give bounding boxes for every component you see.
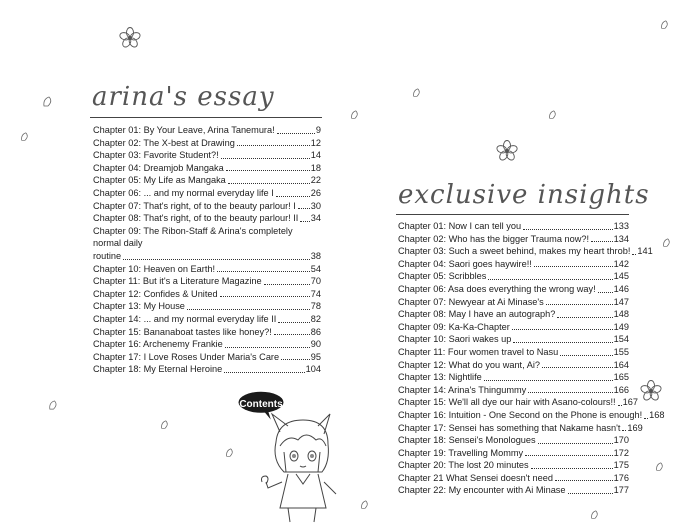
- toc-entry: [398, 283, 629, 296]
- toc-entry: [93, 225, 321, 263]
- toc-dot-leader: [525, 455, 613, 456]
- toc-entry: [93, 338, 321, 351]
- toc-dot-leader: [217, 271, 310, 272]
- toc-entry-title: Chapter 09: Ka-Ka-Chapter: [398, 321, 510, 332]
- petal-icon: [662, 238, 672, 248]
- toc-entry-title: Chapter 13: Nightlife: [398, 372, 482, 383]
- toc-page-number: 141: [637, 246, 653, 257]
- toc-entry-title: Chapter 13: My House: [93, 301, 185, 312]
- toc-page-number: 177: [613, 485, 629, 496]
- toc-entry-title: Chapter 10: Heaven on Earth!: [93, 263, 216, 274]
- toc-page-number: 145: [613, 271, 629, 282]
- essay-section-title: arina's essay: [92, 82, 275, 112]
- toc-page-number: 176: [613, 472, 629, 483]
- toc-dot-leader: [220, 296, 310, 297]
- toc-page-number: 149: [613, 321, 629, 332]
- petal-icon: [360, 500, 370, 510]
- toc-page-number: 26: [310, 187, 321, 198]
- chibi-girl-icon: [258, 412, 348, 527]
- toc-entry: [93, 137, 321, 150]
- toc-entry-title: Chapter 17: I Love Roses Under Maria's Care: [93, 351, 280, 362]
- toc-entry-title: Chapter 15: We'll all dye our hair with Asano-colours!!: [398, 397, 616, 408]
- toc-dot-leader: [237, 145, 310, 146]
- toc-page-number: 12: [310, 137, 321, 148]
- insights-section-title: exclusive insights: [398, 180, 650, 210]
- toc-entry: [93, 300, 321, 313]
- toc-entry: [93, 174, 321, 187]
- toc-entry: [398, 233, 629, 246]
- petal-icon: [660, 20, 670, 30]
- toc-entry-title: Chapter 07: Newyear at Ai Minase's: [398, 296, 544, 307]
- toc-dot-leader: [484, 380, 613, 381]
- toc-entry-title: Chapter 01: By Your Leave, Arina Tanemura!: [93, 125, 275, 135]
- toc-entry: [93, 162, 321, 175]
- toc-entry: [398, 371, 629, 384]
- toc-entry: [93, 149, 321, 162]
- toc-dot-leader: [488, 279, 612, 280]
- toc-entry: [398, 296, 629, 309]
- toc-dot-leader: [225, 347, 310, 348]
- toc-entry-title: Chapter 03: Such a sweet behind, makes my heart throb!: [398, 246, 631, 257]
- toc-dot-leader: [226, 170, 310, 171]
- toc-entry: [93, 124, 321, 137]
- petal-icon: [160, 420, 170, 430]
- toc-entry-title: Chapter 12: Confides & United: [93, 288, 218, 299]
- toc-page-number: 168: [649, 409, 665, 420]
- essay-toc-list: [93, 124, 321, 376]
- toc-entry: [398, 472, 629, 485]
- toc-entry: [398, 384, 629, 397]
- toc-entry-title: Chapter 01: Now I can tell you: [398, 221, 522, 231]
- toc-entry-title: Chapter 16: Archenemy Frankie: [93, 339, 223, 350]
- toc-entry-title: Chapter 15: Bananaboat tastes like honey?!: [93, 326, 272, 337]
- toc-entry: [93, 212, 321, 225]
- toc-entry: [93, 313, 321, 326]
- toc-entry-title: Chapter 11: Four women travel to Nasu: [398, 346, 559, 357]
- petal-icon: [350, 110, 360, 120]
- toc-entry: [398, 434, 629, 447]
- toc-entry: [398, 459, 629, 472]
- toc-entry: [93, 326, 321, 339]
- toc-entry-title: Chapter 10: Saori wakes up: [398, 334, 512, 345]
- toc-entry-title: Chapter 08: May I have an autograph?: [398, 309, 556, 320]
- toc-dot-leader: [542, 367, 613, 368]
- petal-icon: [42, 96, 54, 108]
- flower-icon: [119, 27, 141, 49]
- toc-entry-title: Chapter 02: The X-best at Drawing: [93, 137, 235, 148]
- toc-entry-title: Chapter 20: The lost 20 minutes: [398, 460, 529, 471]
- petal-icon: [548, 110, 558, 120]
- toc-page-number: 165: [613, 372, 629, 383]
- toc-dot-leader: [534, 266, 613, 267]
- toc-entry-title: Chapter 14: ... and my normal everyday life II: [93, 313, 277, 324]
- petal-icon: [412, 88, 422, 98]
- toc-dot-leader: [560, 355, 612, 356]
- petal-icon: [590, 510, 600, 520]
- toc-entry: [93, 187, 321, 200]
- toc-dot-leader: [622, 430, 626, 431]
- toc-page-number: 169: [627, 422, 643, 433]
- toc-dot-leader: [281, 359, 310, 360]
- toc-page-number: 133: [613, 221, 629, 231]
- toc-dot-leader: [528, 392, 612, 393]
- toc-entry: [398, 409, 665, 422]
- toc-dot-leader: [187, 309, 310, 310]
- toc-entry-title: Chapter 14: Arina's Thingummy: [398, 384, 527, 395]
- toc-entry: [398, 422, 643, 435]
- insights-title-underline: [396, 214, 629, 215]
- toc-entry: [398, 333, 629, 346]
- toc-page-number: 82: [310, 313, 321, 324]
- toc-dot-leader: [598, 292, 613, 293]
- toc-dot-leader: [276, 196, 310, 197]
- flower-icon: [640, 380, 662, 402]
- toc-entry: [398, 258, 629, 271]
- toc-page-number: 164: [613, 359, 629, 370]
- toc-page-number: 9: [315, 125, 321, 135]
- toc-dot-leader: [568, 493, 613, 494]
- toc-entry-title: Chapter 12: What do you want, Ai?: [398, 359, 540, 370]
- toc-entry: [398, 220, 629, 233]
- toc-dot-leader: [228, 183, 310, 184]
- toc-dot-leader: [632, 254, 636, 255]
- toc-page-number: 134: [613, 233, 629, 244]
- toc-dot-leader: [277, 133, 315, 134]
- toc-entry-title: Chapter 17: Sensei has something that Nakame hasn't: [398, 422, 621, 433]
- toc-page-number: 167: [622, 397, 638, 408]
- toc-entry: [93, 288, 321, 301]
- toc-dot-leader: [224, 372, 304, 373]
- toc-entry: [93, 275, 321, 288]
- toc-page-number: 148: [613, 309, 629, 320]
- toc-page-number: 170: [613, 435, 629, 446]
- toc-page-number: 18: [310, 162, 321, 173]
- toc-dot-leader: [513, 342, 612, 343]
- toc-dot-leader: [591, 241, 613, 242]
- toc-entry: [93, 200, 321, 213]
- toc-entry: [93, 363, 321, 376]
- toc-page-number: 142: [613, 258, 629, 269]
- toc-entry-title: Chapter 16: Intuition - One Second on the Phone is enough!: [398, 409, 643, 420]
- toc-page-number: 155: [613, 346, 629, 357]
- toc-page-number: 154: [613, 334, 629, 345]
- toc-page-number: 14: [310, 150, 321, 161]
- toc-page-number: 30: [310, 200, 321, 211]
- toc-page-number: 74: [310, 288, 321, 299]
- toc-dot-leader: [221, 158, 310, 159]
- toc-entry: [398, 245, 653, 258]
- toc-page-number: 104: [305, 364, 321, 375]
- toc-entry-title: Chapter 18: My Eternal Heroine: [93, 364, 223, 375]
- toc-dot-leader: [618, 405, 622, 406]
- toc-entry-title: Chapter 06: Asa does everything the wrong way!: [398, 283, 596, 294]
- toc-entry-title: Chapter 21 What Sensei doesn't need: [398, 472, 553, 483]
- toc-entry: [398, 270, 629, 283]
- toc-dot-leader: [557, 317, 612, 318]
- toc-entry: [398, 359, 629, 372]
- toc-dot-leader: [546, 304, 613, 305]
- toc-entry: [93, 351, 321, 364]
- toc-entry-title: Chapter 05: Scribbles: [398, 271, 487, 282]
- toc-entry-title: Chapter 03: Favorite Student?!: [93, 150, 219, 161]
- toc-entry: [398, 346, 629, 359]
- toc-entry-title: Chapter 06: ... and my normal everyday life I: [93, 187, 274, 198]
- toc-page-number: 166: [613, 384, 629, 395]
- toc-dot-leader: [538, 443, 613, 444]
- toc-entry-title: Chapter 05: My Life as Mangaka: [93, 175, 226, 186]
- contents-label: Contents: [239, 399, 283, 410]
- toc-dot-leader: [555, 480, 613, 481]
- toc-entry-title: Chapter 19: Travelling Mommy: [398, 447, 524, 458]
- toc-page-number: 78: [310, 301, 321, 312]
- toc-dot-leader: [512, 329, 613, 330]
- toc-page-number: 172: [613, 447, 629, 458]
- toc-entry-title: Chapter 22: My encounter with Ai Minase: [398, 485, 566, 496]
- toc-entry-title: Chapter 07: That's right, of to the beauty parlour! I: [93, 200, 296, 211]
- toc-entry: [398, 308, 629, 321]
- toc-dot-leader: [531, 468, 613, 469]
- toc-page-number: 147: [613, 296, 629, 307]
- toc-entry-title: Chapter 09: The Ribon-Staff & Arina's completely normal daily: [93, 225, 293, 249]
- toc-entry: [398, 484, 629, 497]
- petal-icon: [20, 132, 30, 142]
- toc-page-number: 146: [613, 283, 629, 294]
- toc-dot-leader: [123, 259, 310, 260]
- toc-dot-leader: [523, 229, 613, 230]
- toc-page-number: 54: [310, 263, 321, 274]
- toc-entry-title-continued: routine: [93, 250, 122, 261]
- toc-entry-title: Chapter 08: That's right, of to the beauty parlour! II: [93, 213, 299, 224]
- toc-dot-leader: [278, 322, 309, 323]
- toc-dot-leader: [300, 221, 309, 222]
- petal-icon: [225, 448, 235, 458]
- toc-entry: [93, 263, 321, 276]
- toc-dot-leader: [274, 334, 310, 335]
- petal-icon: [655, 462, 665, 472]
- toc-entry-title: Chapter 18: Sensei's Monologues: [398, 435, 536, 446]
- petal-icon: [48, 400, 59, 411]
- toc-entry: [398, 321, 629, 334]
- toc-page-number: 22: [310, 175, 321, 186]
- toc-page-number: 38: [310, 250, 321, 261]
- toc-entry-title: Chapter 02: Who has the bigger Trauma now?!: [398, 233, 590, 244]
- toc-page-number: 34: [310, 213, 321, 224]
- insights-toc-list: [398, 220, 665, 497]
- toc-page-number: 70: [310, 276, 321, 287]
- toc-entry: [398, 447, 629, 460]
- toc-entry: [398, 396, 638, 409]
- toc-page-number: 90: [310, 339, 321, 350]
- toc-entry-title: Chapter 04: Dreamjob Mangaka: [93, 162, 224, 173]
- toc-dot-leader: [298, 208, 310, 209]
- toc-page-number: 86: [310, 326, 321, 337]
- flower-icon: [496, 140, 518, 162]
- toc-page-number: 95: [310, 351, 321, 362]
- toc-dot-leader: [264, 284, 310, 285]
- toc-entry-title: Chapter 11: But it's a Literature Magazine: [93, 276, 262, 287]
- toc-page-number: 175: [613, 460, 629, 471]
- toc-dot-leader: [644, 418, 648, 419]
- essay-title-underline: [90, 117, 322, 118]
- toc-entry-title: Chapter 04: Saori goes haywire!!: [398, 258, 532, 269]
